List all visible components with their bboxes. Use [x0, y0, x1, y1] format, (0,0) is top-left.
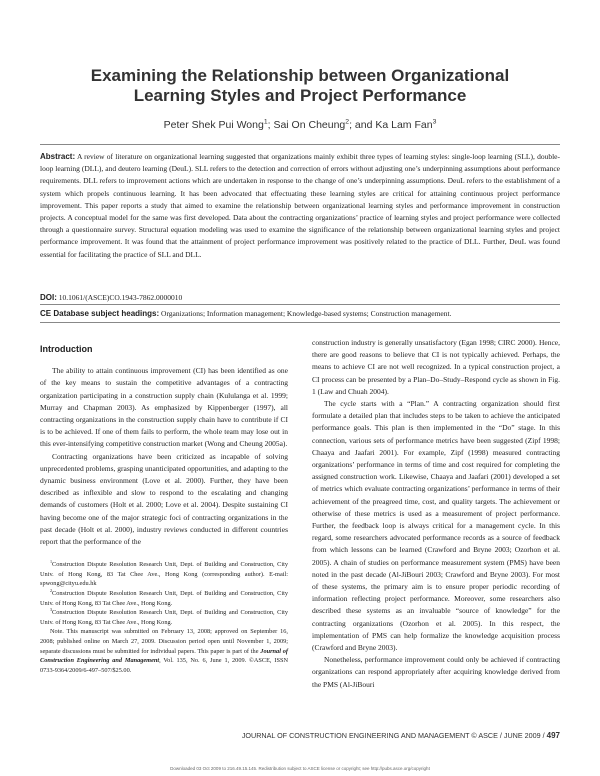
footnote-1-text: Construction Dispute Resolution Research Unit, Dept. of Building and Construction, City Univ. of Hong Kong, 83 Tat Chee Ave., Hong Kong (corresponding author). E-mail: spwong@cityu.edu.hk: [40, 561, 288, 588]
title-line-2: Learning Styles and Project Performance: [133, 86, 467, 105]
top-divider: [40, 144, 560, 145]
right-paragraph-3: Nonetheless, performance improvement could only be achieved if contracting organizations can respond appropriately after acquiring knowledge derived from the PMS (Al-JiBouri: [312, 655, 560, 689]
submission-note: [40, 627, 288, 675]
author-1: Peter Shek Pui Wong: [163, 119, 264, 131]
note-text-b: , Vol. 135, No. 6, June 1, 2009. ©ASCE, ISSN 0733-9364/2009/6-497–507/$25.00.: [40, 657, 288, 674]
author-2: Sai On Cheung: [273, 119, 346, 131]
right-paragraph-1: construction industry is generally unsatisfactory (Egan 1998; CIRC 2000). Hence, there are good reasons to believe that CI is not typically achieved. Perhaps, the means to achieve CI are not well recognized. In a typical construction project, a CI process can be presented by a Plan–Do–Study–Respond cycle as shown in Fig. 1 (Law and Chuah 2004).: [312, 338, 560, 396]
download-notice: Downloaded 03 Oct 2009 to 216.49.15.145. Redistribution subject to ASCE license or copyright; see http://pubs.asce.org/copyright: [170, 766, 430, 771]
abstract: [40, 151, 560, 261]
note-text-a: Note. This manuscript was submitted on February 13, 2008; approved on September 16, 2008; published online on March 27, 2009. Discussion period open until November 1, 2009; separate discussions must be submitted for individual papers. This paper is part of the: [40, 628, 288, 655]
footnote-2-text: Construction Dispute Resolution Research Unit, Dept. of Building and Construction, City Univ. of Hong Kong, 83 Tat Chee Ave., Hong Kong.: [40, 590, 288, 607]
footnote-1-mark: 1: [50, 559, 53, 565]
right-column: [312, 337, 560, 691]
footnotes: [40, 560, 288, 675]
intro-paragraph-1: The ability to attain continuous improvement (CI) has been identified as one of the key means to sustain the competitive advantages of a contracting organization participating in a construction supply chain (Kululanga et al. 1999; Murray and Chapman 2003). As emphasized by Kippenberger (1997), all contracting organizations in the construction supply chain have to contribute if CI is to be achieved. If one of them fails to perform, the whole team may lose out in this ever-intensifying competitive construction market (Wong and Cheung 2005a).: [40, 366, 288, 449]
intro-paragraph-2: Contracting organizations have been criticized as incapable of solving unprecedented problems, grasping unanticipated opportunities, and adapting to the dynamic business environment (Love et al. 2000). Further, they have been described as inflexible and slow to respond to the escalating and changing demands of customers (Holt et al. 2000; Love et al. 2004). Despite sustaining CI having become one of the major strategic foci of contracting organizations in the past decade (Holt et al. 2000), industry reviews conducted in different countries report that the performance of the: [40, 451, 288, 547]
doi-value[interactable]: 10.1061/(ASCE)CO.1943-7862.0000010: [58, 293, 183, 302]
doi-label: DOI:: [40, 293, 57, 302]
journal-footer: [242, 731, 560, 740]
author-sep-1: ;: [267, 119, 274, 131]
note-journal-name: Journal of Construction Engineering and Management: [40, 647, 288, 665]
page-number: 497: [546, 731, 560, 740]
footnote-1: [40, 560, 288, 589]
footnote-3-text: Construction Dispute Resolution Research Unit, Dept. of Building and Construction, City Univ. of Hong Kong, 83 Tat Chee Ave., Hong Kong.: [40, 609, 288, 626]
subject-divider: [40, 322, 560, 323]
footnote-2-mark: 2: [50, 587, 53, 593]
footnote-3-mark: 3: [50, 607, 53, 613]
doi-line: [40, 292, 560, 303]
right-paragraph-2: The cycle starts with a “Plan.” A contracting organization should first formulate a detailed plan that includes steps to be taken to achieve the anticipated performance goals. This plan is then implemented in the “Do” stage. In this connection, various sets of performance metrics have been suggested (Zipf 1998; Chaaya and Jaafari 2001). For example, Zipf (1998) measured contracting organizations’ performance in terms of time and cost required for completing the assigned construction work. Likewise, Chaaya and Jaafari (2001) developed a set of metrics which evaluate contracting organizations’ performance in terms of their achievement of the preagreed time, cost, and quality targets. The achievement or otherwise of these metrics is used as a measurement of project performance. Further, the feedback loop is always critical for a management cycle. In this regard, some researchers advocated performance records as a source of feedback from which lessons can be learned (Crawford and Bryne 2003; Ozorhon et al. 2005). A chain of studies on performance measurement system (PMS) have been noted in the past decade (Al-JiBouri 2003; Crawford and Bryne 2003). For most of these systems, the primary aim is to ensure proper periodic recording of information reflecting project performance. Moreover, some researchers also described these systems as an invaluable “source of knowledge” for the contracting organizations (Ozorhon et al. 2005). In this respect, the implementation of PMS can help formalize the knowledge acquisition process (Crawford and Bryne 2003).: [312, 399, 560, 653]
doi-divider: [40, 304, 560, 305]
subject-label: CE Database subject headings:: [40, 309, 160, 318]
subject-headings: [40, 308, 560, 319]
abstract-text: A review of literature on organizational learning suggested that organizations mainly exhibit three types of learning styles: single-loop learning (SLL), double-loop learning (DLL), and deutero learning (DeuL). SLL refers to the detection and correction of errors without adjusting one’s underpinning assumptions about performance requirements. DLL refers to improvement actions which are undertaken in response to the change of one’s underpinning assumptions. DeuL refers to the establishment of a system which propels continuous learning. It has been advocated that effectuating these learning styles are critical for attaining continuous project performance improvement. This paper reports a study that aimed to examine the relationship between organizational learning styles and performance improvement in construction projects. A conceptual model for the same was first developed. Data about the contracting organizations’ practice of learning styles and project performance were collected through a questionnaire survey. Structural equation modeling was used to examine the significance of the relationship between organizational learning styles and project performance improvement. It was found that the attainment of project performance improvement was positively related to the practice of DLL. Further, DeuL was found essential for facilitating the practice of SLL and DLL.: [40, 152, 560, 259]
author-3: Ka Lam Fan: [375, 119, 433, 131]
footnote-3: [40, 608, 288, 627]
paper-title: [0, 66, 600, 106]
abstract-label: Abstract:: [40, 152, 76, 161]
author-sep-2: ; and: [349, 119, 376, 131]
author-list: [0, 119, 600, 131]
author-3-affil: 3: [432, 118, 437, 126]
section-heading-introduction: Introduction: [40, 344, 93, 354]
author-1-affil: 1: [263, 118, 268, 126]
subject-value: Organizations; Information management; Knowledge-based systems; Construction management.: [161, 309, 452, 318]
left-column: [40, 337, 288, 675]
footnote-2: [40, 589, 288, 608]
footer-journal: JOURNAL OF CONSTRUCTION ENGINEERING AND MANAGEMENT © ASCE / JUNE 2009 /: [241, 731, 545, 740]
author-2-affil: 2: [345, 118, 350, 126]
title-line-1: Examining the Relationship between Organizational: [90, 66, 510, 85]
